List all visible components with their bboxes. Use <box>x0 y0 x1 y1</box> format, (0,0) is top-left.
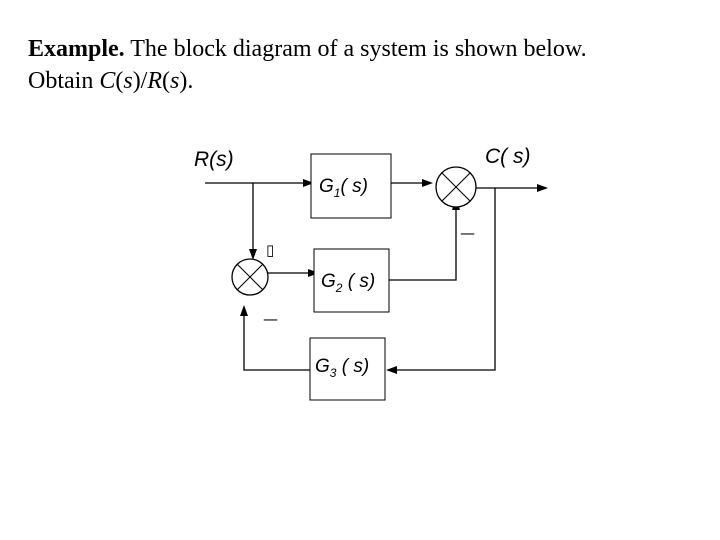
box-glyph: ▯ <box>266 241 275 259</box>
input-symbol: R <box>147 68 163 94</box>
block-g1-label: $G_1$( s) <box>319 176 368 200</box>
arrowhead <box>537 184 548 192</box>
arrowhead <box>249 249 257 260</box>
input-label: R(s) <box>194 148 234 171</box>
block-g2-label: $G_2$ ( s) <box>321 271 376 295</box>
output-symbol: C <box>99 68 116 94</box>
summing-junction-2 <box>436 167 476 207</box>
block-g3-label: $G_3$ ( s) <box>315 356 370 380</box>
example-label: Example. <box>28 36 125 62</box>
summing-junction-1 <box>232 259 268 295</box>
wire-g2-to-sum2 <box>389 208 456 280</box>
minus-sign-lower: — <box>263 310 278 328</box>
output-label: C( s) <box>485 145 531 168</box>
minus-sign-outer: — <box>460 224 475 242</box>
arrowhead <box>240 305 248 316</box>
arrowhead <box>386 366 397 374</box>
s-variable: s <box>123 68 133 94</box>
s-variable: s <box>170 68 180 94</box>
paren: ( <box>162 68 171 94</box>
paren-period: ). <box>179 68 194 94</box>
paren-slash: )/ <box>132 68 148 94</box>
wire-output-feedback <box>394 188 495 370</box>
problem-text-line1: The block diagram of a system is shown below. <box>130 36 587 62</box>
arrowhead <box>422 179 433 187</box>
problem-text-line2: Obtain <box>28 68 100 94</box>
paren: ( <box>115 68 124 94</box>
